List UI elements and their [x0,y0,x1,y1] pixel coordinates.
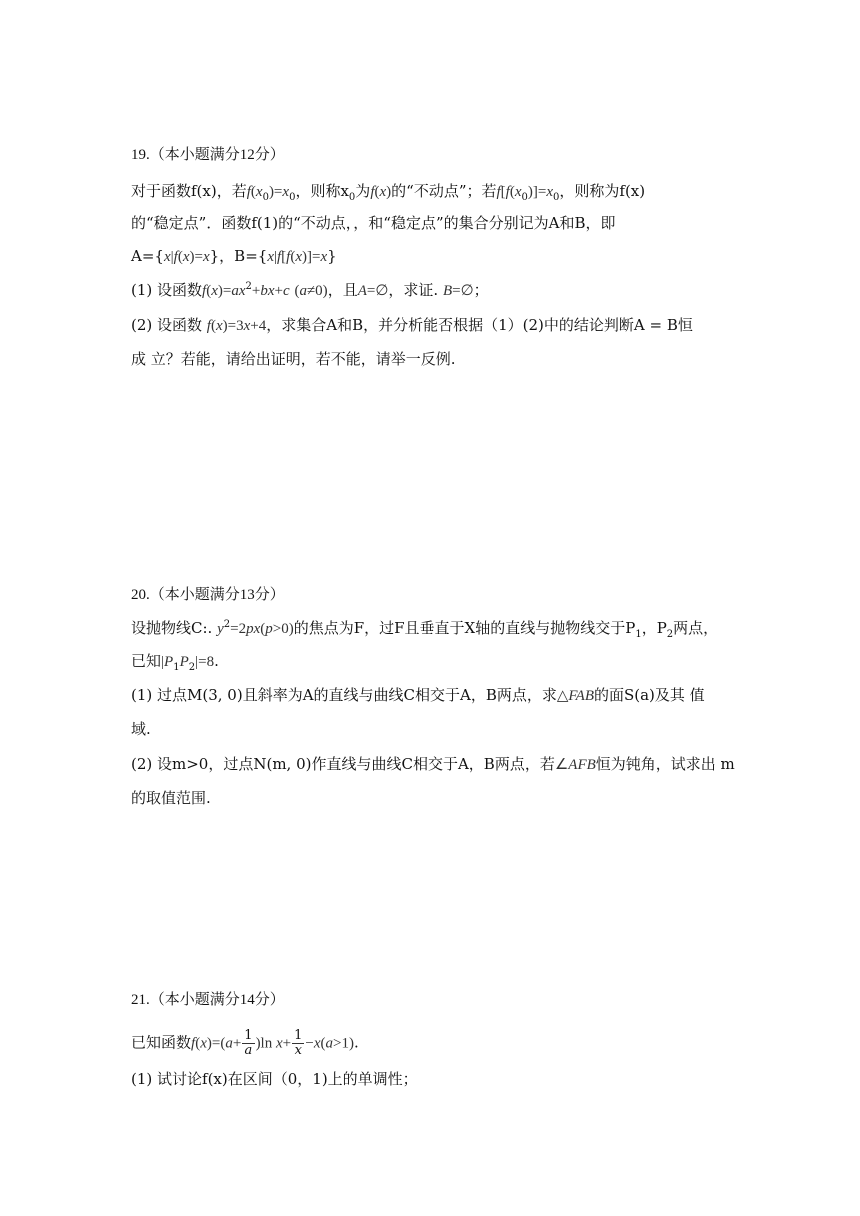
q19-line-1: 对于函数f(x)，若$f(x_0)=x_0$，则称$x_0$为f(x)的“不动点”；若$f[f(x_0)]=x_0$，则称为f(x) [131,182,646,203]
q19-line-4: (1) 设函数$f(x)=ax^2+bx+c$ (a≠0)，且A=∅，求证. B=∅； [131,281,489,299]
q20-line-3: (1) 过点M(3, 0)且斜率为A的直线与曲线C相交于A，B两点，求△FAB的面S(a)及其 值 [131,686,705,704]
q21-header: 21.（本小题满分14分） [131,992,285,1008]
q20-line-6: 的取值范围. [131,789,211,807]
q19-line-2: 的“稳定点”．函数f(1)的“不动点，，和“稳定点”的集合分别记为A和B，即 [131,214,616,232]
q20-line-4: 域. [131,720,151,738]
q19-header: 19.（本小题满分12分） [131,147,285,163]
q20-line-2: 已知$|P_1P_2|=8$. [131,652,219,673]
q20-line-1: 设抛物线C:. $y^2=2px(p>0)$的焦点为F，过F且垂直于X轴的直线与抛物线交于$P_1$，$P_2$两点， [131,619,719,640]
q19-line-6: 成 立？若能，请给出证明，若不能，请举一反例. [131,350,456,368]
q20-header: 20.（本小题满分13分） [131,587,285,603]
q19-line-3: A={x|f(x)=x}，B={x|f[f(x)]=x} [131,247,337,265]
q20-line-5: (2) 设m>0，过点N(m, 0)作直线与曲线C相交于A，B两点，若∠AFB恒为钝角，试求出 m [131,755,735,773]
q21-line-1: 已知函数f(x)=(a+ $\frac{1}{a}$ )ln x+ $\frac{1}{x}$ −x(a>1). [131,1028,359,1058]
q21-line-2: (1) 试讨论f(x)在区间（0，1)上的单调性； [131,1070,418,1088]
q19-line-5: (2) 设函数 f(x)=3x+4，求集合A和B，并分析能否根据（1）(2)中的结论判断A = B恒 [131,316,693,334]
